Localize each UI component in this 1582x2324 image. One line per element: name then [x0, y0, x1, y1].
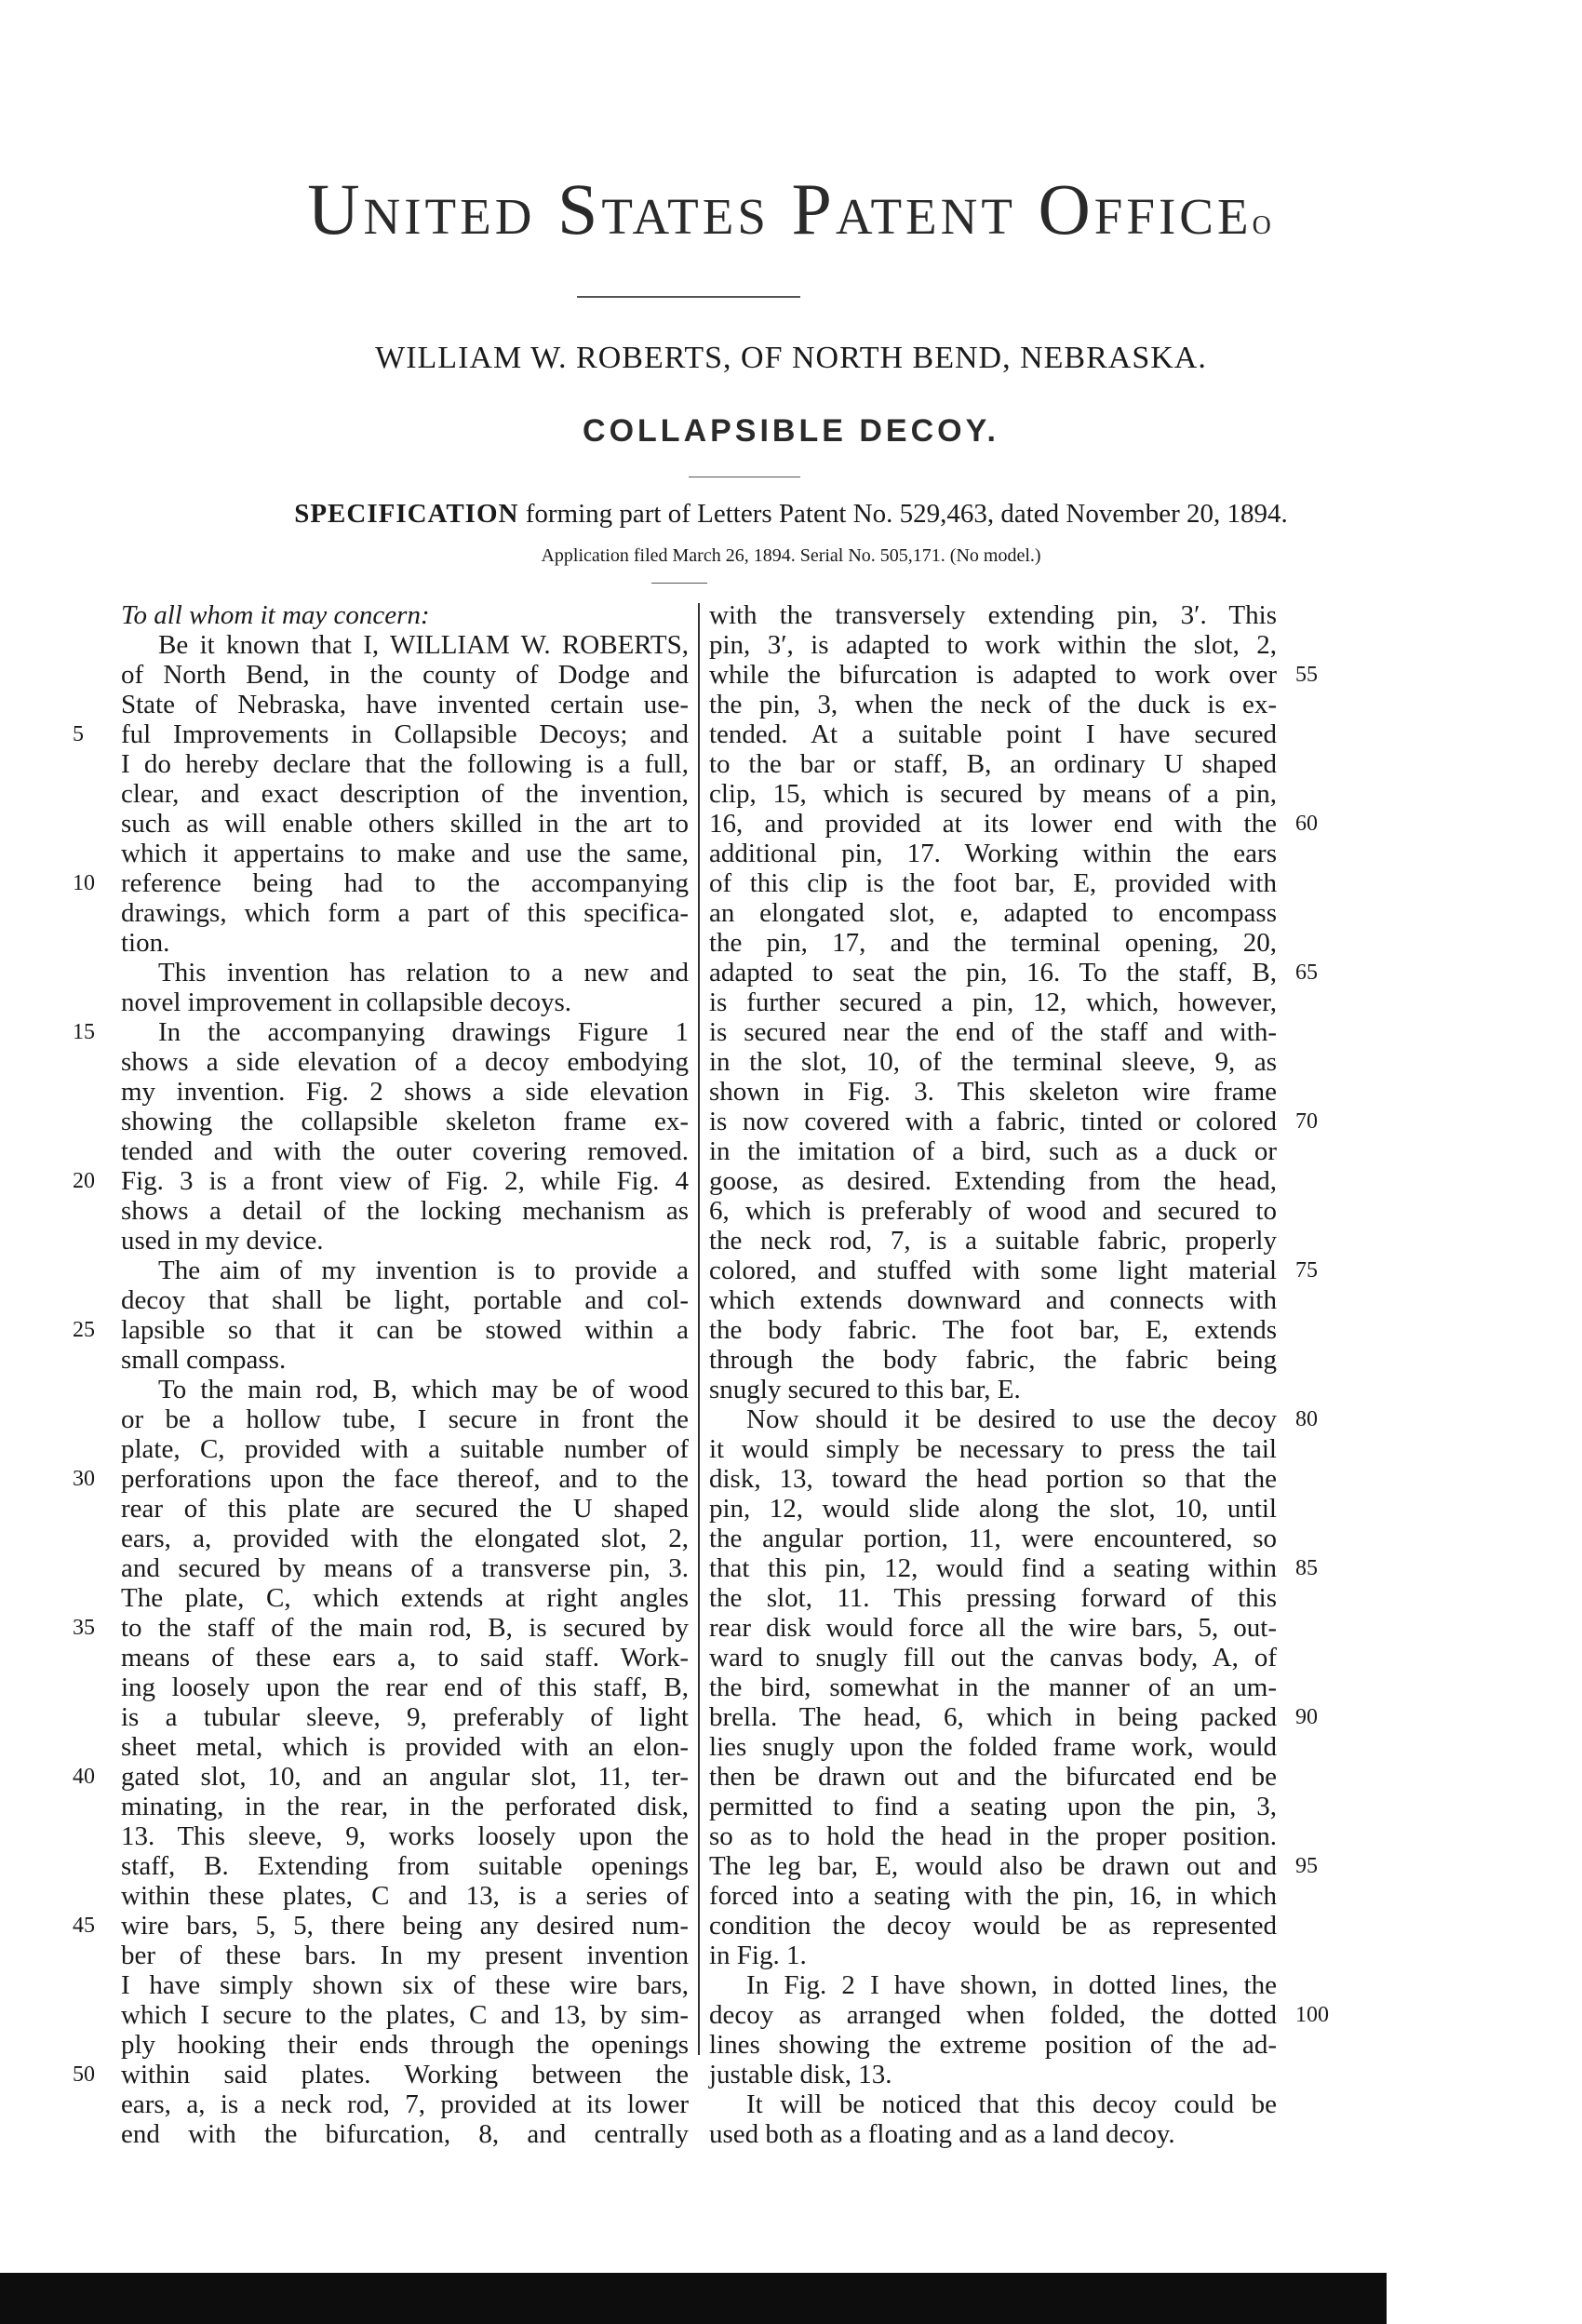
line-number: 55 — [1295, 663, 1318, 687]
text-line: used in my device. — [121, 1226, 324, 1256]
text-line: which it appertains to make and use the same, — [121, 839, 689, 868]
text-line: colored, and stuffed with some light material — [709, 1256, 1277, 1285]
right-text-column — [709, 600, 1277, 2149]
text-line: 16, and provided at its lower end with the — [709, 809, 1277, 839]
text-line: the pin, 17, and the terminal opening, 20, — [709, 928, 1277, 958]
text-line: shows a detail of the locking mechanism as — [121, 1196, 689, 1226]
text-line: Now should it be desired to use the decoy — [746, 1404, 1277, 1434]
text-line: novel improvement in collapsible decoys. — [121, 987, 572, 1017]
column-divider — [698, 603, 700, 2055]
text-line: ful Improvements in Collapsible Decoys; and — [121, 719, 689, 749]
left-text-column — [121, 600, 689, 2149]
text-line: is secured near the end of the staff and with- — [709, 1017, 1277, 1047]
text-line: rear of this plate are secured the U shaped — [121, 1494, 689, 1524]
text-line: small compass. — [121, 1345, 287, 1375]
text-line: decoy as arranged when folded, the dotted — [709, 2000, 1277, 2030]
text-line: is a tubular sleeve, 9, preferably of light — [121, 1702, 689, 1732]
text-line: adapted to seat the pin, 16. To the staff, B, — [709, 958, 1277, 987]
text-line: Be it known that I, WILLIAM W. ROBERTS, — [158, 630, 689, 660]
line-number: 30 — [73, 1467, 95, 1491]
header-rule-top — [577, 296, 800, 298]
text-line: ber of these bars. In my present invention — [121, 1941, 689, 1970]
text-line: To the main rod, B, which may be of wood — [158, 1375, 689, 1404]
text-line: decoy that shall be light, portable and col- — [121, 1285, 689, 1315]
line-number: 60 — [1295, 812, 1318, 836]
line-number: 90 — [1295, 1705, 1318, 1729]
text-line: plate, C, provided with a suitable number of — [121, 1434, 689, 1464]
text-line: my invention. Fig. 2 shows a side elevation — [121, 1077, 689, 1107]
text-line: perforations upon the face thereof, and to the — [121, 1464, 689, 1494]
scan-edge-gap — [1387, 2273, 1582, 2324]
text-line: ply hooking their ends through the openings — [121, 2030, 689, 2060]
text-line: lines showing the extreme position of the ad- — [709, 2030, 1277, 2060]
text-line: drawings, which form a part of this specifica- — [121, 898, 689, 928]
text-line: I have simply shown six of these wire bars, — [121, 1970, 689, 2000]
line-number: 65 — [1295, 960, 1318, 985]
line-number: 35 — [73, 1616, 95, 1640]
line-number: 10 — [73, 871, 95, 895]
line-number: 75 — [1295, 1258, 1318, 1283]
text-line: This invention has relation to a new and — [158, 958, 689, 987]
text-line: pin, 12, would slide along the slot, 10, until — [709, 1494, 1277, 1524]
text-line: State of Nebraska, have invented certain use- — [121, 690, 689, 719]
text-line: which extends downward and connects with — [709, 1285, 1277, 1315]
text-line: with the transversely extending pin, 3′. This — [709, 600, 1277, 630]
text-line: sheet metal, which is provided with an elon- — [121, 1732, 689, 1762]
text-line: goose, as desired. Extending from the head, — [709, 1166, 1277, 1196]
text-line: then be drawn out and the bifurcated end be — [709, 1762, 1277, 1792]
text-line: tion. — [121, 928, 170, 958]
text-line: minating, in the rear, in the perforated disk, — [121, 1792, 689, 1821]
text-line: the neck rod, 7, is a suitable fabric, properly — [709, 1226, 1277, 1256]
text-line: the pin, 3, when the neck of the duck is ex- — [709, 690, 1277, 719]
text-line: wire bars, 5, 5, there being any desired num- — [121, 1911, 689, 1941]
text-line: of North Bend, in the county of Dodge and — [121, 660, 689, 690]
text-line: lies snugly upon the folded frame work, would — [709, 1732, 1277, 1762]
text-line: I do hereby declare that the following is a full, — [121, 749, 689, 779]
text-line: In the accompanying drawings Figure 1 — [158, 1017, 689, 1047]
line-number: 5 — [73, 722, 84, 746]
text-line: it would simply be necessary to press the tail — [709, 1434, 1277, 1464]
text-line: ears, a, provided with the elongated slot, 2, — [121, 1524, 689, 1553]
line-number: 20 — [73, 1169, 95, 1193]
specification-label: SPECIFICATION — [294, 499, 519, 529]
line-number: 25 — [73, 1318, 95, 1342]
application-line: Application filed March 26, 1894. Serial No. 505,171. (No model.) — [541, 545, 1041, 566]
text-line: ears, a, is a neck rod, 7, provided at its lower — [121, 2089, 689, 2119]
text-line: end with the bifurcation, 8, and centrally — [121, 2119, 689, 2149]
text-line: in the slot, 10, of the terminal sleeve, 9, as — [709, 1047, 1277, 1077]
text-line: in the imitation of a bird, such as a duck or — [709, 1136, 1277, 1166]
text-line: ward to snugly fill out the canvas body, A, of — [709, 1643, 1277, 1672]
text-line: and secured by means of a transverse pin, 3. — [121, 1553, 689, 1583]
invention-title: COLLAPSIBLE DECOY. — [583, 413, 999, 449]
text-line: snugly secured to this bar, E. — [709, 1375, 1021, 1404]
text-line: the body fabric. The foot bar, E, extends — [709, 1315, 1277, 1345]
text-line: ing loosely upon the rear end of this staff, B, — [121, 1672, 689, 1702]
line-number: 85 — [1295, 1556, 1318, 1580]
text-line: is now covered with a fabric, tinted or colored — [709, 1107, 1277, 1136]
text-line: clip, 15, which is secured by means of a pin, — [709, 779, 1277, 809]
text-line: to the staff of the main rod, B, is secured by — [121, 1613, 689, 1643]
text-line: the bird, somewhat in the manner of an um- — [709, 1672, 1277, 1702]
text-line: forced into a seating with the pin, 16, in which — [709, 1881, 1277, 1911]
text-line: lapsible so that it can be stowed within a — [121, 1315, 689, 1345]
line-number: 70 — [1295, 1109, 1318, 1134]
text-line: brella. The head, 6, which in being packed — [709, 1702, 1277, 1732]
text-line: the slot, 11. This pressing forward of this — [709, 1583, 1277, 1613]
line-number: 45 — [73, 1914, 95, 1938]
line-number: 80 — [1295, 1407, 1318, 1431]
text-line: The plate, C, which extends at right angles — [121, 1583, 689, 1613]
text-line: an elongated slot, e, adapted to encompass — [709, 898, 1277, 928]
line-number: 50 — [73, 2062, 95, 2087]
line-number: 100 — [1295, 2003, 1329, 2027]
office-title — [0, 168, 1582, 251]
inventor-line: WILLIAM W. ROBERTS, OF NORTH BEND, NEBRASKA. — [375, 341, 1207, 375]
text-line: tended. At a suitable point I have secured — [709, 719, 1277, 749]
text-line: In Fig. 2 I have shown, in dotted lines, the — [746, 1970, 1277, 2000]
text-line: that this pin, 12, would find a seating within — [709, 1553, 1277, 1583]
text-line: of this clip is the foot bar, E, provided with — [709, 868, 1277, 898]
text-line: To all whom it may concern: — [121, 600, 430, 630]
text-line: gated slot, 10, and an angular slot, 11, ter- — [121, 1762, 689, 1792]
text-line: rear disk would force all the wire bars, 5, out- — [709, 1613, 1277, 1643]
text-line: tended and with the outer covering removed. — [121, 1136, 689, 1166]
text-line: staff, B. Extending from suitable openings — [121, 1851, 689, 1881]
text-line: such as will enable others skilled in the art to — [121, 809, 689, 839]
office-name: United States Patent Office — [307, 168, 1253, 249]
text-line: means of these ears a, to said staff. Work- — [121, 1643, 689, 1672]
text-line: or be a hollow tube, I secure in front the — [121, 1404, 689, 1434]
office-mark: o — [1252, 200, 1275, 242]
text-line: so as to hold the head in the proper position. — [709, 1821, 1277, 1851]
text-line: It will be noticed that this decoy could be — [746, 2089, 1277, 2119]
text-line: condition the decoy would be as represented — [709, 1911, 1277, 1941]
text-line: shown in Fig. 3. This skeleton wire frame — [709, 1077, 1277, 1107]
text-line: 6, which is preferably of wood and secured to — [709, 1196, 1277, 1226]
text-line: justable disk, 13. — [709, 2060, 892, 2089]
text-line: reference being had to the accompanying — [121, 868, 689, 898]
text-line: while the bifurcation is adapted to work over — [709, 660, 1277, 690]
specification-line — [0, 499, 1582, 530]
text-line: pin, 3′, is adapted to work within the slot, 2, — [709, 630, 1277, 660]
text-line: permitted to find a seating upon the pin, 3, — [709, 1792, 1277, 1821]
line-number: 15 — [73, 1020, 95, 1044]
text-line: in Fig. 1. — [709, 1941, 807, 1970]
line-number: 40 — [73, 1765, 95, 1789]
scan-edge-bar — [0, 2273, 1582, 2324]
text-line: is further secured a pin, 12, which, however, — [709, 987, 1277, 1017]
text-line: used both as a floating and as a land decoy. — [709, 2119, 1175, 2149]
text-line: showing the collapsible skeleton frame ex- — [121, 1107, 689, 1136]
specification-text: forming part of Letters Patent No. 529,463, dated November 20, 1894. — [525, 499, 1288, 529]
text-line: Fig. 3 is a front view of Fig. 2, while Fig. 4 — [121, 1166, 689, 1196]
text-line: 13. This sleeve, 9, works loosely upon the — [121, 1821, 689, 1851]
text-line: the angular portion, 11, were encountered, so — [709, 1524, 1277, 1553]
text-line: disk, 13, toward the head portion so that the — [709, 1464, 1277, 1494]
text-line: The aim of my invention is to provide a — [158, 1256, 689, 1285]
text-line: which I secure to the plates, C and 13, by sim- — [121, 2000, 689, 2030]
text-line: clear, and exact description of the invention, — [121, 779, 689, 809]
text-line: shows a side elevation of a decoy embodying — [121, 1047, 689, 1077]
text-line: The leg bar, E, would also be drawn out and — [709, 1851, 1277, 1881]
text-line: additional pin, 17. Working within the ears — [709, 839, 1277, 868]
line-number: 95 — [1295, 1854, 1318, 1878]
text-line: within said plates. Working between the — [121, 2060, 689, 2089]
text-line: to the bar or staff, B, an ordinary U shaped — [709, 749, 1277, 779]
text-line: within these plates, C and 13, is a series of — [121, 1881, 689, 1911]
text-line: through the body fabric, the fabric being — [709, 1345, 1277, 1375]
header-rule-bottom — [651, 583, 707, 584]
